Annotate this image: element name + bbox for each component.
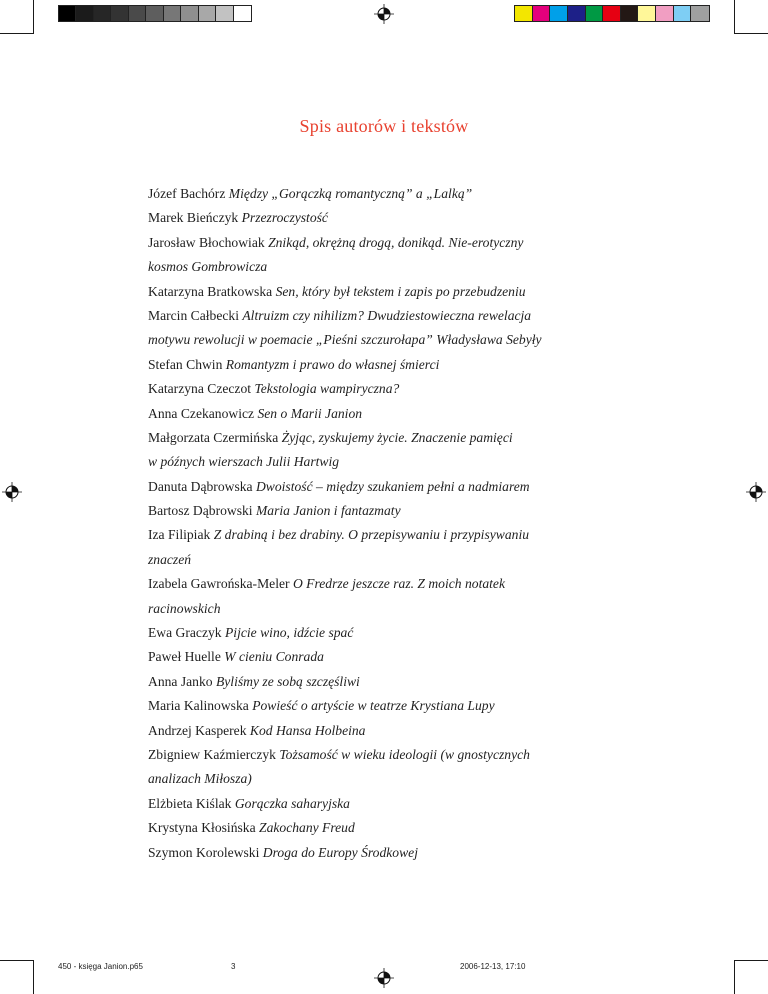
color-swatch [621, 6, 639, 21]
work-title: Droga do Europy Środkowej [262, 844, 418, 860]
work-title: Z drabiną i bez drabiny. O przepisywaniu i przypisywaniu [213, 527, 530, 543]
work-title: W cieniu Conrada [224, 649, 324, 665]
toc-entry [148, 377, 618, 401]
work-title: Sen, który był tekstem i zapis po przebudzeniu [275, 283, 526, 299]
toc-entry [148, 670, 618, 694]
toc-entry [148, 645, 618, 669]
work-title: Byliśmy ze sobą szczęśliwi [215, 673, 360, 689]
work-title-continuation: znaczeń [148, 551, 192, 567]
work-title: Znikąd, okrężną drogą, donikąd. Nie-erotyczny [268, 234, 524, 250]
registration-mark-icon [374, 968, 394, 988]
author-name: Zbigniew Kaźmierczyk [148, 746, 276, 762]
work-title: Sen o Marii Janion [257, 405, 363, 421]
toc-entry [148, 816, 618, 840]
author-name: Maria Kalinowska [148, 698, 249, 714]
author-name: Marcin Całbecki [148, 307, 239, 323]
toc-entry [148, 719, 618, 743]
toc-entry [148, 182, 618, 206]
author-name: Elżbieta Kiślak [148, 795, 232, 811]
crop-mark [734, 33, 768, 34]
toc-entry [148, 743, 618, 767]
author-name: Katarzyna Czeczot [148, 381, 252, 397]
crop-mark [734, 0, 735, 34]
color-swatch [638, 6, 656, 21]
crop-mark [0, 960, 34, 961]
toc-entry [148, 694, 618, 718]
author-name: Stefan Chwin [148, 356, 223, 372]
author-name: Jarosław Błochowiak [148, 234, 265, 250]
color-swatch [533, 6, 551, 21]
toc-entry [148, 475, 618, 499]
toc-entry [148, 792, 618, 816]
author-name: Katarzyna Bratkowska [148, 283, 273, 299]
author-name: Małgorzata Czermińska [148, 429, 279, 445]
color-swatch [674, 6, 692, 21]
author-name: Szymon Korolewski [148, 844, 260, 860]
grayscale-color-bar [58, 5, 252, 22]
work-title: Pijcie wino, idźcie spać [225, 625, 354, 641]
work-title: Tekstologia wampiryczna? [254, 381, 400, 397]
toc-entry [148, 280, 618, 304]
color-swatch [146, 6, 163, 21]
color-swatch [59, 6, 76, 21]
color-swatch [691, 6, 709, 21]
work-title-continuation: analizach Miłosza) [148, 771, 252, 787]
work-title: Zakochany Freud [259, 820, 355, 836]
toc-entry [148, 572, 618, 596]
color-swatch [656, 6, 674, 21]
color-swatch [94, 6, 111, 21]
author-name: Bartosz Dąbrowski [148, 503, 253, 519]
author-name: Ewa Graczyk [148, 625, 222, 641]
toc-entry [148, 523, 618, 547]
color-swatch [550, 6, 568, 21]
author-name: Anna Janko [148, 673, 213, 689]
author-name: Iza Filipiak [148, 527, 211, 543]
work-title: O Fredrze jeszcze raz. Z moich notatek [292, 576, 505, 592]
author-name: Paweł Huelle [148, 649, 221, 665]
author-name: Andrzej Kasperek [148, 722, 247, 738]
author-name: Marek Bieńczyk [148, 210, 239, 226]
work-title: Altruizm czy nihilizm? Dwudziestowieczna rewelacja [242, 307, 532, 323]
toc-entry [148, 426, 618, 450]
table-of-contents [148, 182, 618, 865]
work-title: Tożsamość w wieku ideologii (w gnostycznych [279, 746, 530, 762]
work-title: Powieść o artyście w teatrze Krystiana Lupy [252, 698, 495, 714]
work-title: Przezroczystość [241, 210, 328, 226]
work-title-continuation: motywu rewolucji w poemacie „Pieśni szczurołapa” Władysława Sebyły [148, 332, 542, 348]
work-title: Gorączka saharyjska [234, 795, 350, 811]
registration-mark-icon [2, 482, 22, 502]
color-swatch [199, 6, 216, 21]
toc-entry [148, 206, 618, 230]
footer-page-number: 3 [231, 962, 236, 971]
color-swatch [586, 6, 604, 21]
author-name: Izabela Gawrońska-Meler [148, 576, 290, 592]
work-title: Romantyzm i prawo do własnej śmierci [225, 356, 440, 372]
color-swatch [111, 6, 128, 21]
author-name: Józef Bachórz [148, 186, 226, 201]
work-title: Dwoistość – między szukaniem pełni a nadmiarem [255, 478, 530, 494]
work-title: Kod Hansa Holbeina [249, 722, 366, 738]
color-swatch [129, 6, 146, 21]
toc-entry [148, 402, 618, 426]
footer-filename: 450 - księga Janion.p65 [58, 962, 143, 971]
toc-entry [148, 353, 618, 377]
crop-mark [734, 960, 735, 994]
color-swatch [76, 6, 93, 21]
toc-entry [148, 231, 618, 255]
crop-mark [0, 33, 34, 34]
color-swatch [164, 6, 181, 21]
work-title: Między „Gorączką romantyczną” a „Lalką” [228, 186, 473, 201]
color-swatch [216, 6, 233, 21]
author-name: Anna Czekanowicz [148, 405, 255, 421]
toc-entry [148, 621, 618, 645]
author-name: Krystyna Kłosińska [148, 820, 256, 836]
registration-mark-icon [374, 4, 394, 24]
color-swatch [515, 6, 533, 21]
color-swatch [568, 6, 586, 21]
footer-timestamp: 2006-12-13, 17:10 [460, 962, 526, 971]
crop-mark [734, 960, 768, 961]
toc-entry [148, 841, 618, 865]
color-swatch [603, 6, 621, 21]
crop-mark [33, 0, 34, 34]
color-swatch [234, 6, 251, 21]
work-title-continuation: racinowskich [148, 600, 221, 616]
registration-mark-icon [746, 482, 766, 502]
work-title-continuation: w późnych wierszach Julii Hartwig [148, 454, 340, 470]
color-swatch [181, 6, 198, 21]
page-title: Spis autorów i tekstów [299, 116, 469, 136]
work-title: Żyjąc, zyskujemy życie. Znaczenie pamięci [281, 429, 513, 445]
process-color-bar [514, 5, 710, 22]
author-name: Danuta Dąbrowska [148, 478, 253, 494]
toc-entry [148, 304, 618, 328]
work-title: Maria Janion i fantazmaty [255, 503, 401, 519]
crop-mark [33, 960, 34, 994]
work-title-continuation: kosmos Gombrowicza [148, 259, 268, 275]
toc-entry [148, 499, 618, 523]
